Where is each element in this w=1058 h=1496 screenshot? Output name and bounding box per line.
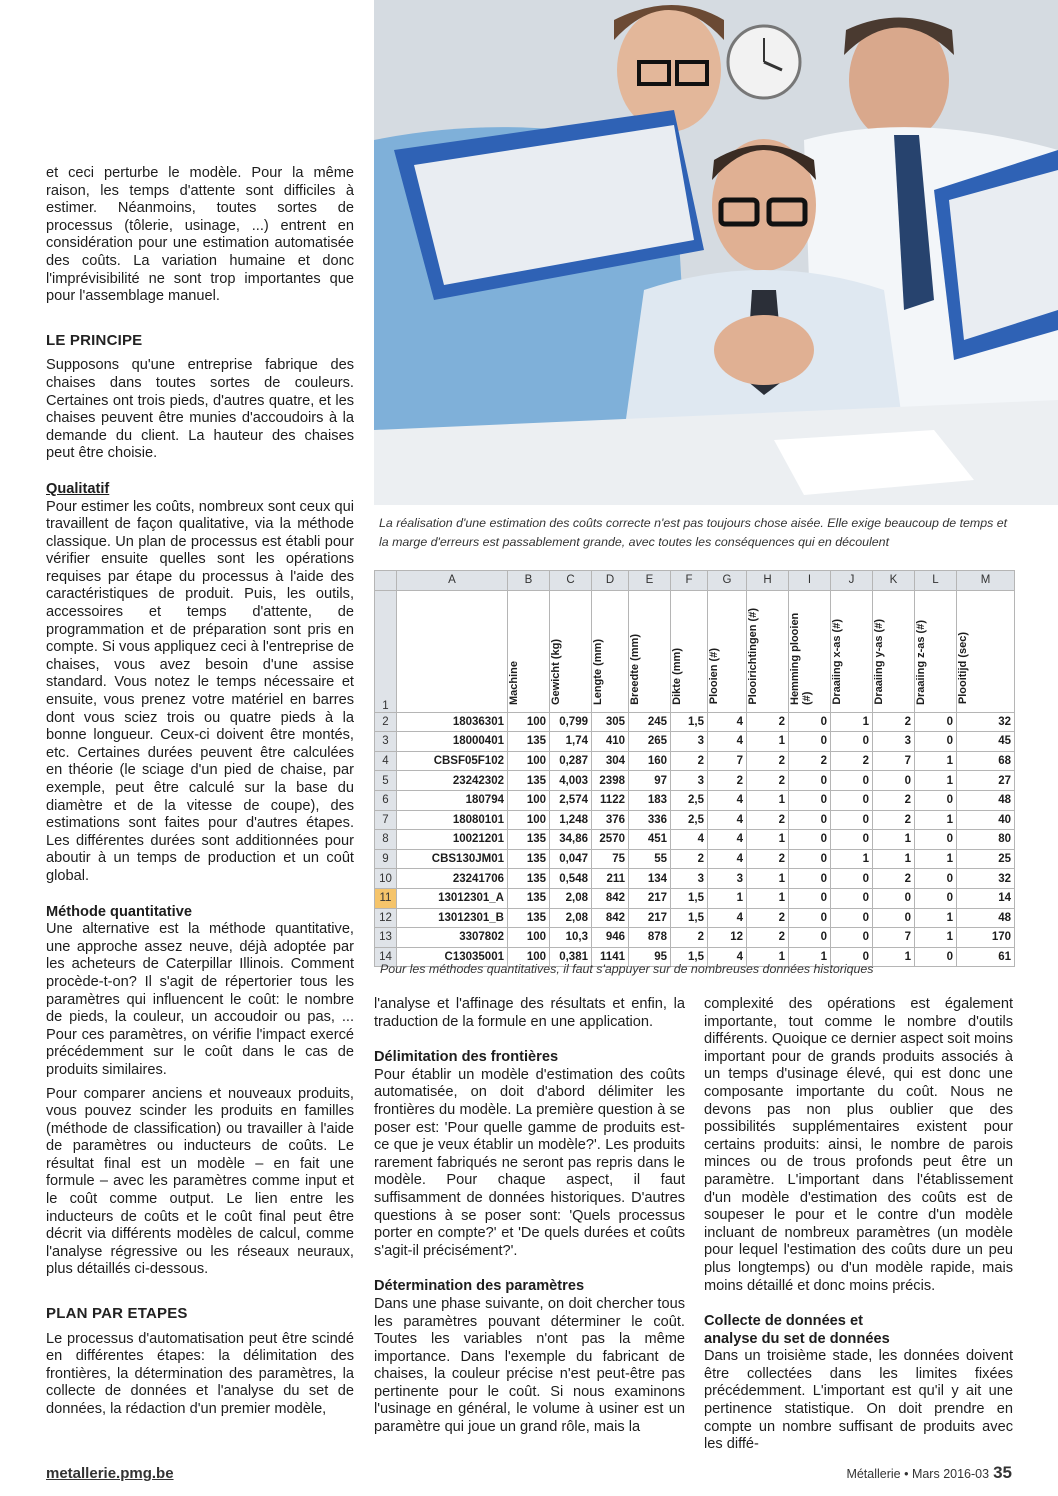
table-cell[interactable]: 1,5	[671, 712, 708, 732]
table-cell[interactable]: 68	[957, 751, 1015, 771]
table-cell[interactable]: 1	[789, 947, 831, 967]
table-cell[interactable]: 1,5	[671, 947, 708, 967]
table-cell[interactable]: 1	[747, 830, 789, 850]
table-cell[interactable]: 183	[629, 790, 671, 810]
table-cell[interactable]: 135	[508, 830, 550, 850]
table-cell[interactable]: 100	[508, 751, 550, 771]
table-cell[interactable]: 3307802	[397, 928, 508, 948]
table-cell[interactable]: 3	[671, 869, 708, 889]
table-cell[interactable]: 211	[592, 869, 629, 889]
table-cell[interactable]: 4	[708, 947, 747, 967]
table-cell[interactable]: 1,5	[671, 888, 708, 908]
table-cell[interactable]: 0	[789, 810, 831, 830]
left-column	[46, 165, 354, 1419]
table-cell[interactable]: 1	[873, 830, 915, 850]
table-cell[interactable]: 1122	[592, 790, 629, 810]
table-cell[interactable]: 18000401	[397, 732, 508, 752]
table-cell[interactable]: 3	[671, 732, 708, 752]
table-cell[interactable]: 27	[957, 771, 1015, 791]
header-cell[interactable]: Draaiing x-as (#)	[831, 590, 873, 712]
table-cell[interactable]: 0	[831, 869, 873, 889]
table-cell[interactable]: 23242302	[397, 771, 508, 791]
table-cell[interactable]: 1	[708, 888, 747, 908]
column-letter[interactable]: F	[671, 571, 708, 591]
column-letters-row	[375, 571, 1015, 591]
left-intro-text: et ceci perturbe le modèle. Pour la même raison, les temps d'attente sont difficiles à estimer. Néanmoins, toutes sortes de processus (tôlerie, usinage, ...) entrent en considération pour une estimation automatisée des coûts. La variation humaine et donc l'imprévisibilité ne sont trop importantes que pour l'assemblage manuel.	[46, 165, 354, 305]
table-cell[interactable]: 2	[747, 908, 789, 928]
table-cell[interactable]: 48	[957, 908, 1015, 928]
table-cell[interactable]: 100	[508, 947, 550, 967]
table-cell[interactable]: 2	[708, 771, 747, 791]
table-cell[interactable]: 4	[708, 712, 747, 732]
table-cell[interactable]: 0,047	[550, 849, 592, 869]
table-cell[interactable]: 48	[957, 790, 1015, 810]
row-number[interactable]: 8	[375, 830, 397, 850]
table-cell[interactable]: 34,86	[550, 830, 592, 850]
table-cell[interactable]: 842	[592, 888, 629, 908]
table-cell[interactable]: 0	[873, 888, 915, 908]
table-cell[interactable]: 0	[873, 908, 915, 928]
footer-issue	[846, 1463, 1012, 1483]
header-cell[interactable]: Breedte (mm)	[629, 590, 671, 712]
table-cell[interactable]: 135	[508, 732, 550, 752]
table-cell[interactable]: 135	[508, 849, 550, 869]
table-cell[interactable]: 2	[747, 771, 789, 791]
table-cell[interactable]: 2	[747, 751, 789, 771]
table-row	[375, 732, 1015, 752]
table-cell[interactable]: 0	[789, 830, 831, 850]
table-cell[interactable]: 75	[592, 849, 629, 869]
table-cell[interactable]: 7	[873, 928, 915, 948]
table-cell[interactable]: 25	[957, 849, 1015, 869]
office-photo-illustration	[374, 0, 1058, 505]
table-cell[interactable]: 23241706	[397, 869, 508, 889]
table-cell[interactable]: 32	[957, 869, 1015, 889]
row-number[interactable]: 4	[375, 751, 397, 771]
table-row	[375, 751, 1015, 771]
table-cell[interactable]: 0	[789, 869, 831, 889]
header-cell[interactable]: Dikte (mm)	[671, 590, 708, 712]
table-row	[375, 928, 1015, 948]
header-cell[interactable]	[397, 590, 508, 712]
table-cell[interactable]: 100	[508, 928, 550, 948]
table-cell[interactable]: 1	[915, 928, 957, 948]
table-cell[interactable]: 3	[873, 732, 915, 752]
table-cell[interactable]: 4	[708, 908, 747, 928]
header-cell[interactable]: Draaiing z-as (#)	[915, 590, 957, 712]
table-cell[interactable]: 2	[747, 712, 789, 732]
column-letter[interactable]: H	[747, 571, 789, 591]
row-number[interactable]: 6	[375, 790, 397, 810]
column-letter[interactable]: M	[957, 571, 1015, 591]
table-cell[interactable]: 135	[508, 869, 550, 889]
table-cell[interactable]: 336	[629, 810, 671, 830]
table-cell[interactable]: 7	[873, 751, 915, 771]
column-letter[interactable]: C	[550, 571, 592, 591]
table-cell[interactable]: 245	[629, 712, 671, 732]
page-number: 35	[993, 1463, 1012, 1482]
table-row	[375, 810, 1015, 830]
table-row	[375, 908, 1015, 928]
table-cell[interactable]: 4	[671, 830, 708, 850]
table-cell[interactable]: 100	[508, 790, 550, 810]
table-cell[interactable]: 0	[789, 732, 831, 752]
row-number[interactable]: 3	[375, 732, 397, 752]
table-cell[interactable]: 305	[592, 712, 629, 732]
row-number[interactable]: 1	[375, 590, 397, 712]
table-cell[interactable]: 2	[747, 810, 789, 830]
table-cell[interactable]: 4	[708, 732, 747, 752]
table-cell[interactable]: 2	[671, 849, 708, 869]
table-cell[interactable]: 0	[831, 771, 873, 791]
column-letter[interactable]: D	[592, 571, 629, 591]
table-cell[interactable]: 4	[708, 830, 747, 850]
table-cell[interactable]: 1,248	[550, 810, 592, 830]
table-row	[375, 790, 1015, 810]
table-cell[interactable]: 160	[629, 751, 671, 771]
table-cell[interactable]: 170	[957, 928, 1015, 948]
table-cell[interactable]: 180794	[397, 790, 508, 810]
header-cell[interactable]: Lengte (mm)	[592, 590, 629, 712]
table-cell[interactable]: 2	[671, 751, 708, 771]
table-row	[375, 849, 1015, 869]
column-letter[interactable]: A	[397, 571, 508, 591]
table-cell[interactable]: CBSF05F102	[397, 751, 508, 771]
section-title-principe: LE PRINCIPE	[46, 331, 143, 349]
office-photo	[374, 0, 1058, 505]
table-cell[interactable]: 0,799	[550, 712, 592, 732]
table-cell[interactable]: 2,08	[550, 888, 592, 908]
table-cell[interactable]: 0,381	[550, 947, 592, 967]
table-cell[interactable]: 217	[629, 908, 671, 928]
row-number[interactable]: 12	[375, 908, 397, 928]
table-cell[interactable]: 4	[708, 790, 747, 810]
table-cell[interactable]: 135	[508, 908, 550, 928]
middle-intro-text: l'analyse et l'affinage des résultats et enfin, la traduction de la formule en une application.	[374, 996, 685, 1030]
table-cell[interactable]: 0	[915, 712, 957, 732]
table-cell[interactable]: 1	[747, 947, 789, 967]
table-cell[interactable]: 1,74	[550, 732, 592, 752]
table-cell[interactable]: 0	[915, 869, 957, 889]
table-cell[interactable]: 842	[592, 908, 629, 928]
header-cell[interactable]: Gewicht (kg)	[550, 590, 592, 712]
table-cell[interactable]: 217	[629, 888, 671, 908]
table-cell[interactable]: 0	[789, 888, 831, 908]
row-number[interactable]: 9	[375, 849, 397, 869]
table-cell[interactable]: 0	[831, 810, 873, 830]
right-intro-text: complexité des opérations est également importante, tout comme le nombre d'outils différents. Quoique ce dernier aspect soit moins important pour de grands produits associés à un temps d'usinage élevé, qui est donc une composante importante du coût. Nous ne devons pas non plus oublier que des possibilités supplémentaires existent pour certains produits: ainsi, le nombre de parois minces ou de trous profonds peut être un paramètre. L'important dans l'établissement d'un modèle d'estimation des coûts est de soupeser le pour et le contre d'un modèle incluant de nombreux paramètres (un modèle pour lequel l'estimation des coûts dure un peu plus longtemps) ou d'un modèle rapide, mais moins détaillé et donc moins précis.	[704, 996, 1013, 1294]
table-cell[interactable]: 18036301	[397, 712, 508, 732]
table-cell[interactable]: 265	[629, 732, 671, 752]
footer-issue-text: Métallerie • Mars 2016-03	[846, 1467, 990, 1481]
table-cell[interactable]: 45	[957, 732, 1015, 752]
table-caption: Pour les méthodes quantitatives, il faut s'appuyer sur de nombreuses données historiques	[380, 962, 874, 976]
row-number[interactable]: 5	[375, 771, 397, 791]
table-cell[interactable]: 95	[629, 947, 671, 967]
table-cell[interactable]: 2	[747, 928, 789, 948]
column-letter[interactable]: B	[508, 571, 550, 591]
table-cell[interactable]: 2	[873, 712, 915, 732]
table-cell[interactable]: 40	[957, 810, 1015, 830]
subsection-title-parametres: Détermination des paramètres	[374, 1278, 585, 1295]
table-row	[375, 830, 1015, 850]
table-cell[interactable]: 0	[789, 849, 831, 869]
row-number[interactable]: 14	[375, 947, 397, 967]
table-cell[interactable]: 4,003	[550, 771, 592, 791]
table-cell[interactable]: 946	[592, 928, 629, 948]
table-cell[interactable]: 2,08	[550, 908, 592, 928]
table-cell[interactable]: 100	[508, 712, 550, 732]
table-cell[interactable]: 1	[747, 790, 789, 810]
subsection-title-qualitatif: Qualitatif	[46, 480, 110, 497]
column-letter[interactable]: E	[629, 571, 671, 591]
table-cell[interactable]: 0	[873, 771, 915, 791]
table-cell[interactable]: 0	[915, 947, 957, 967]
table-cell[interactable]: 0	[789, 790, 831, 810]
table-cell[interactable]: 376	[592, 810, 629, 830]
table-row	[375, 712, 1015, 732]
header-cell[interactable]: Plooirichtingen (#)	[747, 590, 789, 712]
table-cell[interactable]: 1	[747, 888, 789, 908]
quantitative-text-2: Pour comparer anciens et nouveaux produits, vous pouvez scinder les produits en familles (méthode de classification) ou travailler à l'aide de paramètres ou inducteurs de coûts. Le résultat final est un modèle – en fait une formule – avec les paramètres comme input et le coût comme output. Le lien entre les inducteurs de coûts et le coût final peut être décrit via différents modèles de calcul, comme l'analyse régressive ou les réseaux neuraux, plus détaillés ci-dessous.	[46, 1085, 354, 1278]
right-column	[704, 996, 1013, 1454]
table-cell[interactable]: 13012301_A	[397, 888, 508, 908]
table-cell[interactable]: 2	[873, 869, 915, 889]
row-number[interactable]: 10	[375, 869, 397, 889]
principe-text: Supposons qu'une entreprise fabrique des chaises dans toutes sortes de couleurs. Certaines ont trois pieds, d'autres quatre, et les chaises peuvent être munies d'accoudoirs à la demande du client. La hauteur des chaises peut être choisie.	[46, 357, 354, 462]
table-cell[interactable]: 13012301_B	[397, 908, 508, 928]
row-number[interactable]: 13	[375, 928, 397, 948]
table-row	[375, 888, 1015, 908]
table-cell[interactable]: 1	[873, 947, 915, 967]
table-cell[interactable]: 55	[629, 849, 671, 869]
table-cell[interactable]: 0,548	[550, 869, 592, 889]
subsection-title-collecte: Collecte de données et analyse du set de données	[704, 1313, 890, 1347]
table-cell[interactable]: C13035001	[397, 947, 508, 967]
table-cell[interactable]: 0	[831, 830, 873, 850]
table-cell[interactable]: 2	[671, 928, 708, 948]
table-cell[interactable]: 2,5	[671, 810, 708, 830]
parametres-text: Dans une phase suivante, on doit chercher tous les paramètres pouvant déterminer le coût. Toutes les variables n'ont pas la même importance. Dans l'exemple du fabricant de chaises, la couleur précise n'est peut-être pas pertinente pour le coût. Si nous examinons l'usinage en général, le volume à usiner est un paramètre qui joue un grand rôle, mais la	[374, 1295, 685, 1436]
table-cell[interactable]: 3	[708, 869, 747, 889]
table-cell[interactable]: 1141	[592, 947, 629, 967]
table-cell[interactable]: 0	[915, 888, 957, 908]
table-cell[interactable]: 878	[629, 928, 671, 948]
column-letter[interactable]: K	[873, 571, 915, 591]
delimitation-text: Pour établir un modèle d'estimation des coûts automatisée, on doit d'abord délimiter les frontières du modèle. La première question à se poser est: 'Pour quelle gamme de produits est-ce que je veux établir un modèle?'. Les produits rarement fabriqués ne seront pas repris dans le modèle. Pour chaque aspect, il faut suffisamment de données historiques. D'autres questions à se poser sont: 'Quels processus porter en compte?' et 'De quels durées et coûts s'agit-il précisément?'.	[374, 1066, 685, 1259]
table-cell[interactable]: 1	[831, 712, 873, 732]
table-cell[interactable]: 451	[629, 830, 671, 850]
table-cell[interactable]: 4	[708, 849, 747, 869]
qualitatif-text: Pour estimer les coûts, nombreux sont ceux qui travaillent de façon qualitative, via la méthode classique. Un plan de processus est établi pour vérifier ensuite quelles sont les opérations requises par étape du processus à l'aide des caractéristiques de produit. Puis, les outils, accessoires et temps d'attente, de programmation et de préparation sont pris en compte. Si vous appliquez ceci à l'entreprise de chaises, vous avez besoin d'une assise standard. Vous notez le temps nécessaire et ensuite, vous prenez votre matériel en barres dont vous sciez trois ou quatre pieds à la bonne longueur. Ceux-ci doivent être montés, etc. Certaines durées peuvent être calculées en théorie (le sciage d'un pied de chaise, par exemple, peut être calculé sur la base du diamètre et de la vitesse de coupe), des estimations sont faites pour d'autres étapes. Les différentes durées sont additionnées pour aboutir à un temps de production et un coût global.	[46, 498, 354, 884]
photo-caption: La réalisation d'une estimation des coûts correcte n'est pas toujours chose aisée. Elle exige beaucoup de temps et la marge d'erreurs est passablement grande, avec toutes les conséquences qui en découlent	[379, 516, 1008, 549]
table-cell[interactable]: 0	[915, 790, 957, 810]
table-cell[interactable]: 2570	[592, 830, 629, 850]
table-cell[interactable]: 135	[508, 771, 550, 791]
table-cell[interactable]: 2	[873, 790, 915, 810]
table-cell[interactable]: 1	[915, 771, 957, 791]
table-cell[interactable]: 304	[592, 751, 629, 771]
table-cell[interactable]: 0,287	[550, 751, 592, 771]
column-letter[interactable]: I	[789, 571, 831, 591]
table-cell[interactable]: 10021201	[397, 830, 508, 850]
table-cell[interactable]: 1	[747, 732, 789, 752]
table-cell[interactable]: 410	[592, 732, 629, 752]
table-cell[interactable]: 134	[629, 869, 671, 889]
table-cell[interactable]: 1	[747, 869, 789, 889]
table-cell[interactable]: 1	[831, 849, 873, 869]
column-letter[interactable]: G	[708, 571, 747, 591]
table-cell[interactable]: 1	[915, 751, 957, 771]
table-cell[interactable]: 7	[708, 751, 747, 771]
table-row	[375, 771, 1015, 791]
table-cell[interactable]: 0	[789, 712, 831, 732]
table-cell[interactable]: 1	[915, 810, 957, 830]
table-cell[interactable]: 18080101	[397, 810, 508, 830]
table-cell[interactable]: 2	[831, 751, 873, 771]
table-cell[interactable]: 0	[831, 790, 873, 810]
table-cell[interactable]: 10,3	[550, 928, 592, 948]
footer-site-link[interactable]: metallerie.pmg.be	[46, 1465, 174, 1482]
table-cell[interactable]: 0	[831, 928, 873, 948]
table-cell[interactable]: 32	[957, 712, 1015, 732]
table-cell[interactable]: 2	[873, 810, 915, 830]
table-cell[interactable]: 1	[873, 849, 915, 869]
table-cell[interactable]: 2	[747, 849, 789, 869]
table-cell[interactable]: 1	[915, 908, 957, 928]
table-cell[interactable]: 100	[508, 810, 550, 830]
subsection-title-quantitative: Méthode quantitative	[46, 903, 192, 920]
table-cell[interactable]: 0	[831, 908, 873, 928]
table-cell[interactable]: 2,574	[550, 790, 592, 810]
header-row	[375, 590, 1015, 712]
table-cell[interactable]: 0	[915, 830, 957, 850]
table-cell[interactable]: 0	[831, 732, 873, 752]
quantitative-text-1: Une alternative est la méthode quantitative, une approche assez neuve, déjà adoptée par les acheteurs de Caterpillar Illinois. Comment procède-t-on? Il s'agit de répertorier tous les paramètres qui influencent le coût: le nombre de pieds, la couleur, un accoudoir ou pas, ... Pour ces paramètres, on vérifie l'impact exercé précédemment sur le coût dans le cas de produits similaires.	[46, 921, 354, 1078]
header-cell[interactable]: Plooitijd (sec)	[957, 590, 1015, 712]
table-cell[interactable]: 0	[831, 947, 873, 967]
table-cell[interactable]: 1,5	[671, 908, 708, 928]
header-cell[interactable]: Hemming plooien (#)	[789, 590, 831, 712]
table-cell[interactable]: 97	[629, 771, 671, 791]
table-cell[interactable]: 3	[671, 771, 708, 791]
header-cell[interactable]: Plooien (#)	[708, 590, 747, 712]
header-cell[interactable]: Machine	[508, 590, 550, 712]
table-cell[interactable]: 0	[831, 888, 873, 908]
table-cell[interactable]: 2398	[592, 771, 629, 791]
table-cell[interactable]: 135	[508, 888, 550, 908]
plan-text: Le processus d'automatisation peut être scindé en différentes étapes: la délimitation des frontières, la détermination des paramètres, la collecte de données et l'analyse du set de données, la rédaction d'un premier modèle,	[46, 1330, 354, 1417]
row-number[interactable]: 2	[375, 712, 397, 732]
row-number[interactable]: 11	[375, 888, 397, 908]
column-letter[interactable]: L	[915, 571, 957, 591]
table-cell[interactable]: 12	[708, 928, 747, 948]
data-spreadsheet	[374, 570, 1015, 967]
table-cell[interactable]: 0	[915, 732, 957, 752]
table-cell[interactable]: 80	[957, 830, 1015, 850]
row-number[interactable]: 7	[375, 810, 397, 830]
table-cell[interactable]: 4	[708, 810, 747, 830]
table-cell[interactable]: 2,5	[671, 790, 708, 810]
table-row	[375, 869, 1015, 889]
table-cell[interactable]: 1	[915, 849, 957, 869]
table-cell[interactable]: 0	[789, 908, 831, 928]
table-cell[interactable]: 14	[957, 888, 1015, 908]
middle-column	[374, 996, 685, 1437]
corner-cell[interactable]	[375, 571, 397, 591]
header-cell[interactable]: Draaiing y-as (#)	[873, 590, 915, 712]
table-cell[interactable]: 0	[789, 771, 831, 791]
collecte-text: Dans un troisième stade, les données doivent être collectées dans les limites fixées précédemment. L'important est qu'il y ait une pertinence statistique. On doit prendre en compte un nombre suffisant de produits avec les diffé-	[704, 1348, 1013, 1453]
table-cell[interactable]: CBS130JM01	[397, 849, 508, 869]
section-title-plan: PLAN PAR ETAPES	[46, 1305, 188, 1323]
table-cell[interactable]: 0	[789, 928, 831, 948]
table-cell[interactable]: 2	[789, 751, 831, 771]
subsection-title-delimitation: Délimitation des frontières	[374, 1049, 559, 1066]
table-cell[interactable]: 61	[957, 947, 1015, 967]
column-letter[interactable]: J	[831, 571, 873, 591]
